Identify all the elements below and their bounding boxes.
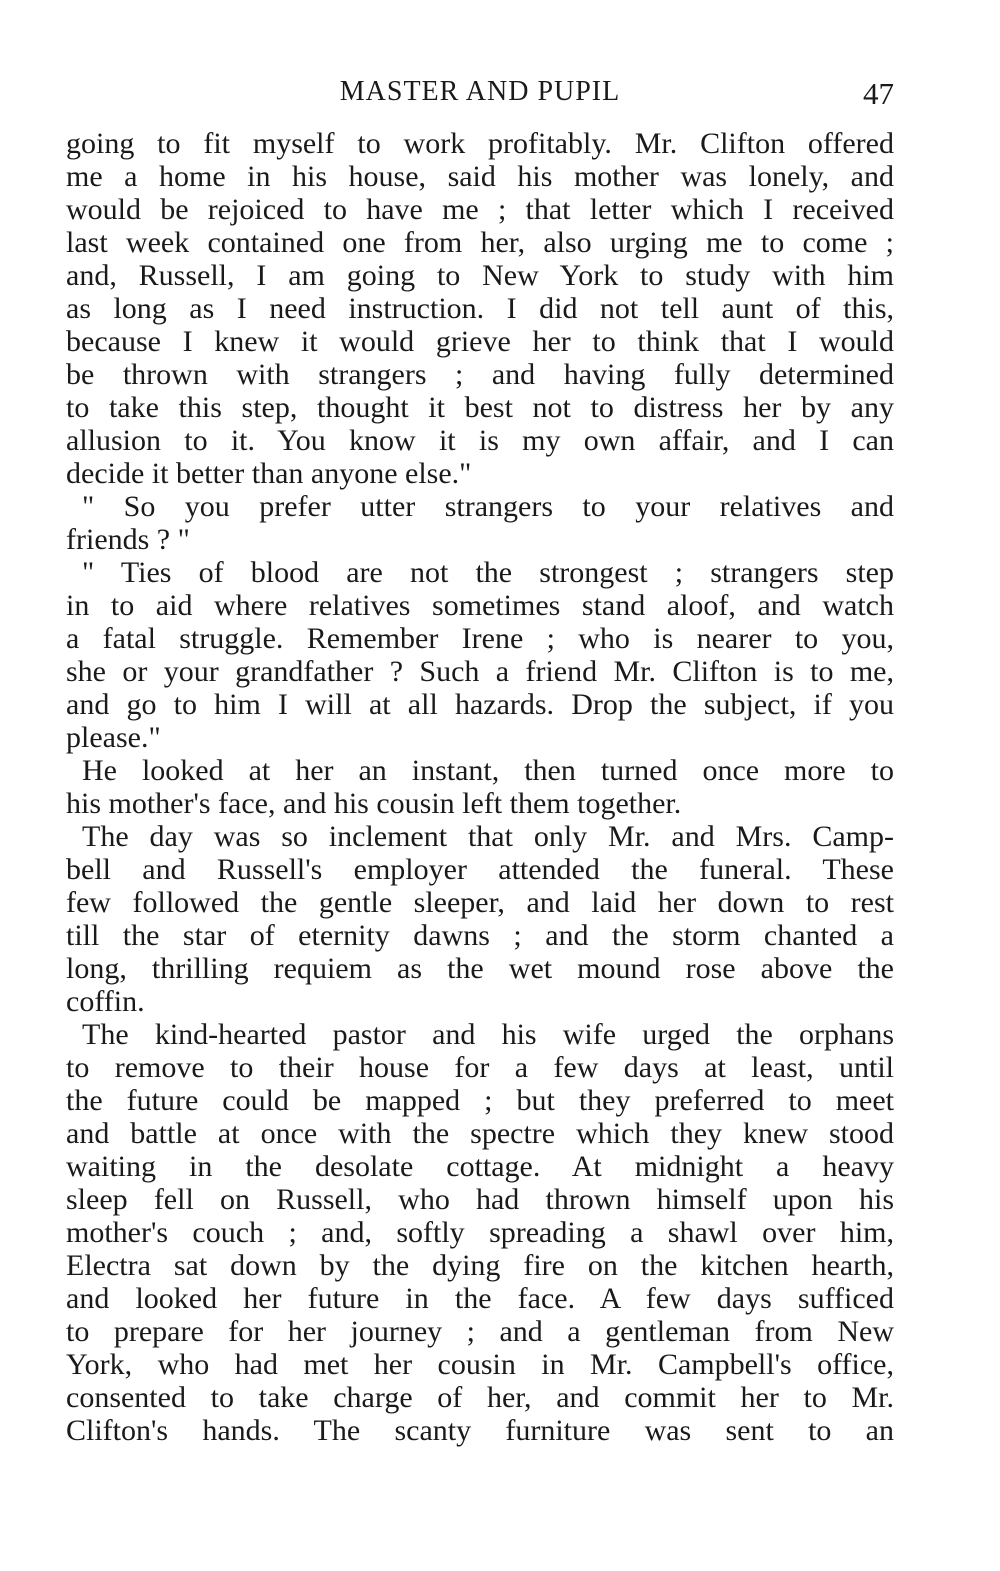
text-line: to prepare for her journey ; and a gentleman from New bbox=[66, 1315, 894, 1348]
text-line: " Ties of blood are not the strongest ; strangers step bbox=[82, 556, 894, 589]
running-title: MASTER AND PUPIL bbox=[339, 76, 621, 107]
text-line: she or your grandfather ? Such a friend Mr. Clifton is to me, bbox=[66, 655, 894, 688]
text-line: a fatal struggle. Remember Irene ; who is nearer to you, bbox=[66, 622, 894, 655]
text-line: few followed the gentle sleeper, and laid her down to rest bbox=[66, 886, 894, 919]
text-line: bell and Russell's employer attended the funeral. These bbox=[66, 853, 894, 886]
text-line: and, Russell, I am going to New York to study with him bbox=[66, 259, 894, 292]
text-line: his mother's face, and his cousin left them together. bbox=[66, 787, 682, 820]
text-line: and battle at once with the spectre which they knew stood bbox=[66, 1117, 894, 1150]
text-line: allusion to it. You know it is my own affair, and I can bbox=[66, 424, 894, 457]
text-line: He looked at her an instant, then turned once more to bbox=[82, 754, 894, 787]
text-line: mother's couch ; and, softly spreading a shawl over him, bbox=[66, 1216, 894, 1249]
text-line: decide it better than anyone else." bbox=[66, 457, 472, 490]
text-line: long, thrilling requiem as the wet mound rose above the bbox=[66, 952, 894, 985]
text-line: and looked her future in the face. A few days sufficed bbox=[66, 1282, 894, 1315]
text-line: the future could be mapped ; but they preferred to meet bbox=[66, 1084, 894, 1117]
text-line: to take this step, thought it best not to distress her by any bbox=[66, 391, 894, 424]
text-line: and go to him I will at all hazards. Drop the subject, if you bbox=[66, 688, 894, 721]
text-line: The kind-hearted pastor and his wife urged the orphans bbox=[82, 1018, 894, 1051]
text-line: because I knew it would grieve her to think that I would bbox=[66, 325, 894, 358]
text-line: waiting in the desolate cottage. At midnight a heavy bbox=[66, 1150, 894, 1183]
text-line: last week contained one from her, also urging me to come ; bbox=[66, 226, 894, 259]
text-line: in to aid where relatives sometimes stand aloof, and watch bbox=[66, 589, 894, 622]
text-line: coffin. bbox=[66, 985, 145, 1018]
text-line: be thrown with strangers ; and having fully determined bbox=[66, 358, 894, 391]
text-line: going to fit myself to work profitably. Mr. Clifton offered bbox=[66, 127, 894, 160]
text-line: Electra sat down by the dying fire on the kitchen hearth, bbox=[66, 1249, 894, 1282]
text-line: consented to take charge of her, and commit her to Mr. bbox=[66, 1381, 894, 1414]
text-line: friends ? " bbox=[66, 523, 190, 556]
page-number: 47 bbox=[863, 76, 894, 111]
text-line: to remove to their house for a few days at least, until bbox=[66, 1051, 894, 1084]
text-line: " So you prefer utter strangers to your relatives and bbox=[82, 490, 894, 523]
text-line: Clifton's hands. The scanty furniture was sent to an bbox=[66, 1414, 894, 1447]
text-line: would be rejoiced to have me ; that letter which I received bbox=[66, 193, 894, 226]
body-text bbox=[66, 127, 894, 1447]
text-line: The day was so inclement that only Mr. and Mrs. Camp- bbox=[82, 820, 894, 853]
text-line: sleep fell on Russell, who had thrown himself upon his bbox=[66, 1183, 894, 1216]
text-line: please." bbox=[66, 721, 161, 754]
text-line: till the star of eternity dawns ; and the storm chanted a bbox=[66, 919, 894, 952]
text-line: York, who had met her cousin in Mr. Campbell's office, bbox=[66, 1348, 894, 1381]
text-line: as long as I need instruction. I did not tell aunt of this, bbox=[66, 292, 894, 325]
running-head bbox=[66, 74, 894, 114]
text-line: me a home in his house, said his mother was lonely, and bbox=[66, 160, 894, 193]
